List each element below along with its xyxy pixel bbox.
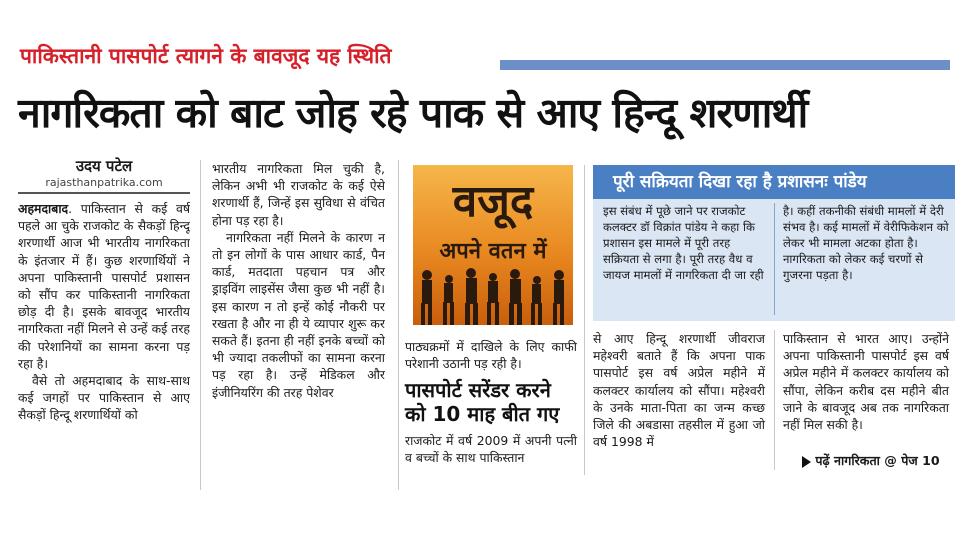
graphic-title: वजूद bbox=[452, 176, 534, 227]
column-rule bbox=[774, 330, 775, 470]
kicker-rule bbox=[500, 60, 950, 70]
box-right-text: है। कहीं तकनीकी संबंधी मामलों में देरी संभव है। कई मामलों में वेरीफिकेशन को लेकर भी मामला अटका होता है। नागरिकता को लेकर कई चरणों से गुजरना पड़ता है। bbox=[783, 204, 949, 282]
column-rule bbox=[398, 160, 399, 490]
play-arrow-icon bbox=[802, 456, 811, 468]
byline bbox=[18, 156, 190, 194]
byline-divider bbox=[18, 192, 190, 194]
people-silhouettes-icon bbox=[413, 265, 573, 325]
wajood-graphic bbox=[413, 165, 573, 325]
box-left-text: इस संबंध में पूछे जाने पर राजकोट कलक्टर डॉ विक्रांत पांडेय ने कहा कि प्रशासन इस मामले में पूरी तरह सक्रियता से लगा है। पूरी तरह वैध व जायज मामलों में नागरिकता दी जा रही bbox=[603, 204, 764, 282]
box-divider bbox=[774, 203, 775, 315]
graphic-subtitle: अपने वतन में bbox=[439, 239, 547, 264]
box-heading: पूरी सक्रियता दिखा रहा है प्रशासनः पांडेय bbox=[593, 165, 955, 199]
column-4: से आए हिन्दू शरणार्थी जीवराज महेश्वरी बताते हैं कि अपना पाक पासपोर्ट इस वर्ष अप्रेल महीने में कलक्टर कार्यालय को सौंपा। महेश्वरी के उनके माता-पिता का जन्म कच्छ जिले की अबडासा तहसील में हुआ जो वर्ष 1998 में bbox=[593, 331, 765, 450]
byline-name: उदय पटेल bbox=[75, 157, 133, 175]
col3-para-1: पाठ्यक्रमों में दाखिले के लिए काफी परेशानी उठानी पड़ रही है। bbox=[405, 339, 577, 372]
continued-on-page-link[interactable] bbox=[800, 452, 940, 469]
column-rule bbox=[584, 165, 585, 475]
jump-text: पढ़ें नागरिकता @ पेज 10 bbox=[815, 453, 940, 468]
col1-para-2: वैसे तो अहमदाबाद के साथ-साथ कई जगहों पर पाकिस्तान से आए सैकड़ों हिन्दू शरणार्थियों को bbox=[18, 373, 190, 423]
dateline: अहमदाबाद bbox=[18, 201, 69, 216]
column-2 bbox=[212, 160, 385, 475]
col2-para-1: भारतीय नागरिकता मिल चुकी है, लेकिन अभी भी राजकोट के कई ऐसे शरणार्थी हैं, जिन्हें इस सुविधा से वंचित होना पड़ रहा है। bbox=[212, 161, 385, 228]
column-rule bbox=[200, 160, 201, 490]
col2-para-2: नागरिकता नहीं मिलने के कारण न तो इन लोगों के पास आधार कार्ड, पैन कार्ड, मतदाता पहचान पत्र और ड्राइविंग लाइसेंस जैसा कुछ भी नहीं है। इस कारण न तो इन्हें कोई नौकरी पर रखता है और ना ही ये व्यापार शुरू कर सकते हैं। इतना ही नहीं इनके बच्चों को भी ज्यादा तकलीफों का सामना करना पड़ रहा है। उन्हें मेडिकल और इंजीनियरिंग की तरह पेशेवर bbox=[212, 229, 385, 400]
kicker-heading: पाकिस्तानी पासपोर्ट त्यागने के बावजूद यह स्थिति bbox=[20, 44, 392, 68]
subheading: पासपोर्ट सरेंडर करने को 10 माह बीत गए bbox=[405, 378, 560, 426]
col3-para-2: राजकोट में वर्ष 2009 में अपनी पत्नी व बच्चों के साथ पाकिस्तान bbox=[405, 433, 577, 466]
byline-site: rajasthanpatrika.com bbox=[45, 176, 163, 189]
column-1 bbox=[18, 200, 190, 500]
col1-para-1: . पाकिस्तान से कई वर्ष पहले आ चुके राजकोट के सैकड़ों हिन्दू शरणार्थी आज भी भारतीय नागरिकता के इंतजार में हैं। कुछ शरणार्थियों ने अपना पाकिस्तानी पासपोर्ट प्रशासन को सौंप कर पाकिस्तानी नागरिकता छोड़ दी है। इसके बावजूद भारतीय नागरिकता नहीं मिलने से उन्हें कई तरह की परेशानियों का सामना करना पड़ रहा है। bbox=[18, 201, 190, 371]
headline: नागरिकता को बाट जोह रहे पाक से आए हिन्दू शरणार्थी bbox=[18, 89, 808, 137]
column-5: पाकिस्तान से भारत आए। उन्होंने अपना पाकिस्तानी पासपोर्ट इस वर्ष अप्रेल महीने में कलक्टर कार्यालय को सौंपा, लेकिन करीब दस महीने बीत जाने के बावजूद अब तक नागरिकता नहीं मिल सकी है। bbox=[783, 331, 949, 433]
